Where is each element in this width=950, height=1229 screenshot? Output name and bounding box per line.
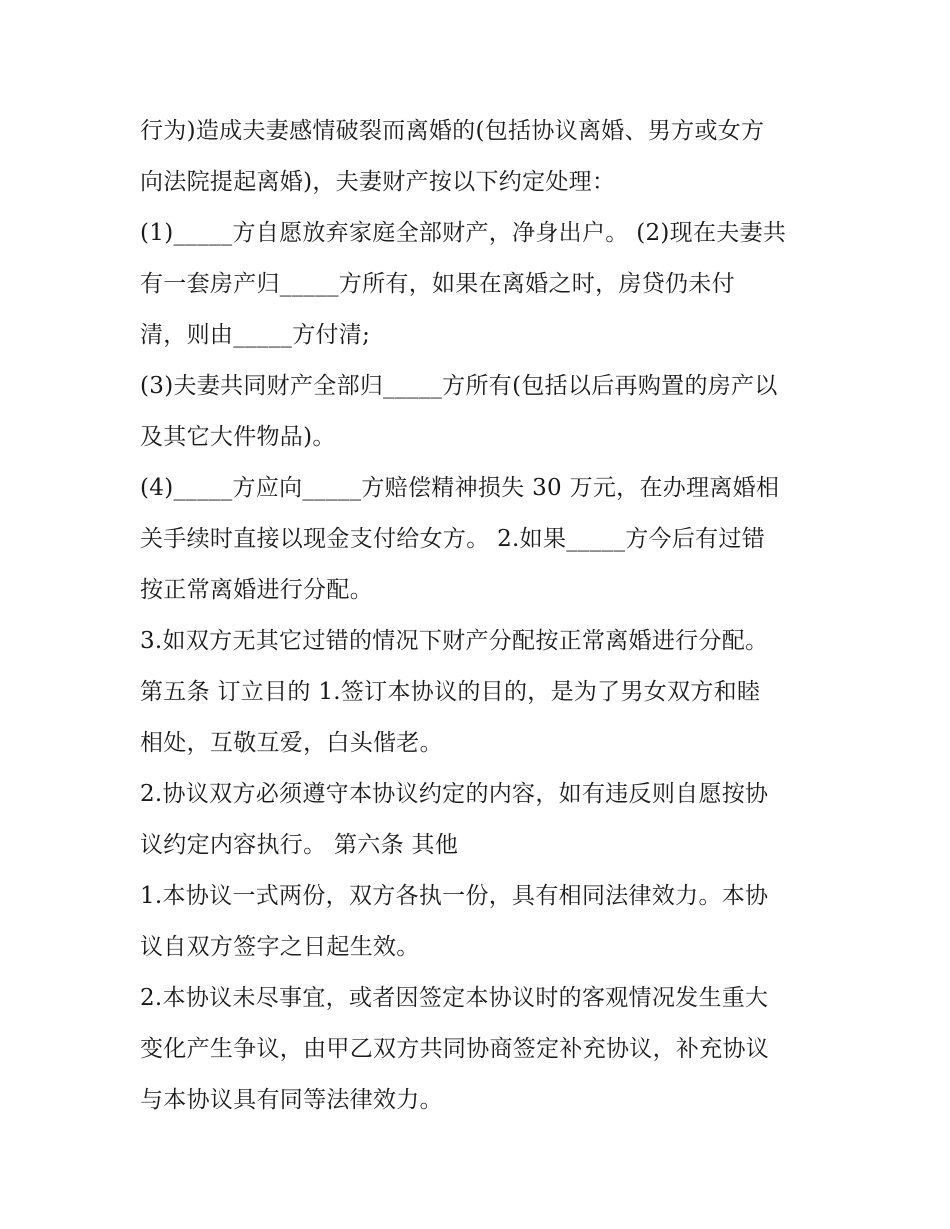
text-line: 1.本协议一式两份，双方各执一份，具有相同法律效力。本协 <box>140 883 769 909</box>
text-line: 行为)造成夫妻感情破裂而离婚的(包括协议离婚、男方或女方 <box>140 118 765 144</box>
text-line: 2.本协议未尽事宜，或者因签定本协议时的客观情况发生重大 <box>140 985 769 1011</box>
text-line: 有一套房产归_____方所有，如果在离婚之时，房贷仍未付 <box>140 271 735 297</box>
text-line: 与本协议具有同等法律效力。 <box>140 1087 443 1113</box>
document-body <box>140 106 820 1126</box>
text-line: 清，则由_____方付清; <box>140 322 371 348</box>
text-line: 向法院提起离婚)，夫妻财产按以下约定处理： <box>140 169 616 195</box>
text-line: 按正常离婚进行分配。 <box>140 577 373 603</box>
text-line: (4)_____方应向_____方赔偿精神损失 30 万元，在办理离婚相 <box>140 475 780 501</box>
text-line: 变化产生争议，由甲乙双方共同协商签定补充协议，补充协议 <box>140 1036 770 1062</box>
text-line: (1)_____方自愿放弃家庭全部财产，净身出户。 (2)现在夫妻共 <box>140 220 787 246</box>
text-line: 议自双方签字之日起生效。 <box>140 934 420 960</box>
text-line: 2.协议双方必须遵守本协议约定的内容，如有违反则自愿按协 <box>140 781 769 807</box>
text-line: 关手续时直接以现金支付给女方。 2.如果_____方今后有过错 <box>140 526 766 552</box>
text-line: 议约定内容执行。 第六条 其他 <box>140 832 459 858</box>
text-line: 及其它大件物品)。 <box>140 424 336 450</box>
text-line: 相处，互敬互爱，白头偕老。 <box>140 730 443 756</box>
text-line: 第五条 订立目的 1.签订本协议的目的，是为了男女双方和睦 <box>140 679 761 705</box>
text-line: (3)夫妻共同财产全部归_____方所有(包括以后再购置的房产以 <box>140 373 778 399</box>
text-line: 3.如双方无其它过错的情况下财产分配按正常离婚进行分配。 <box>140 628 769 654</box>
